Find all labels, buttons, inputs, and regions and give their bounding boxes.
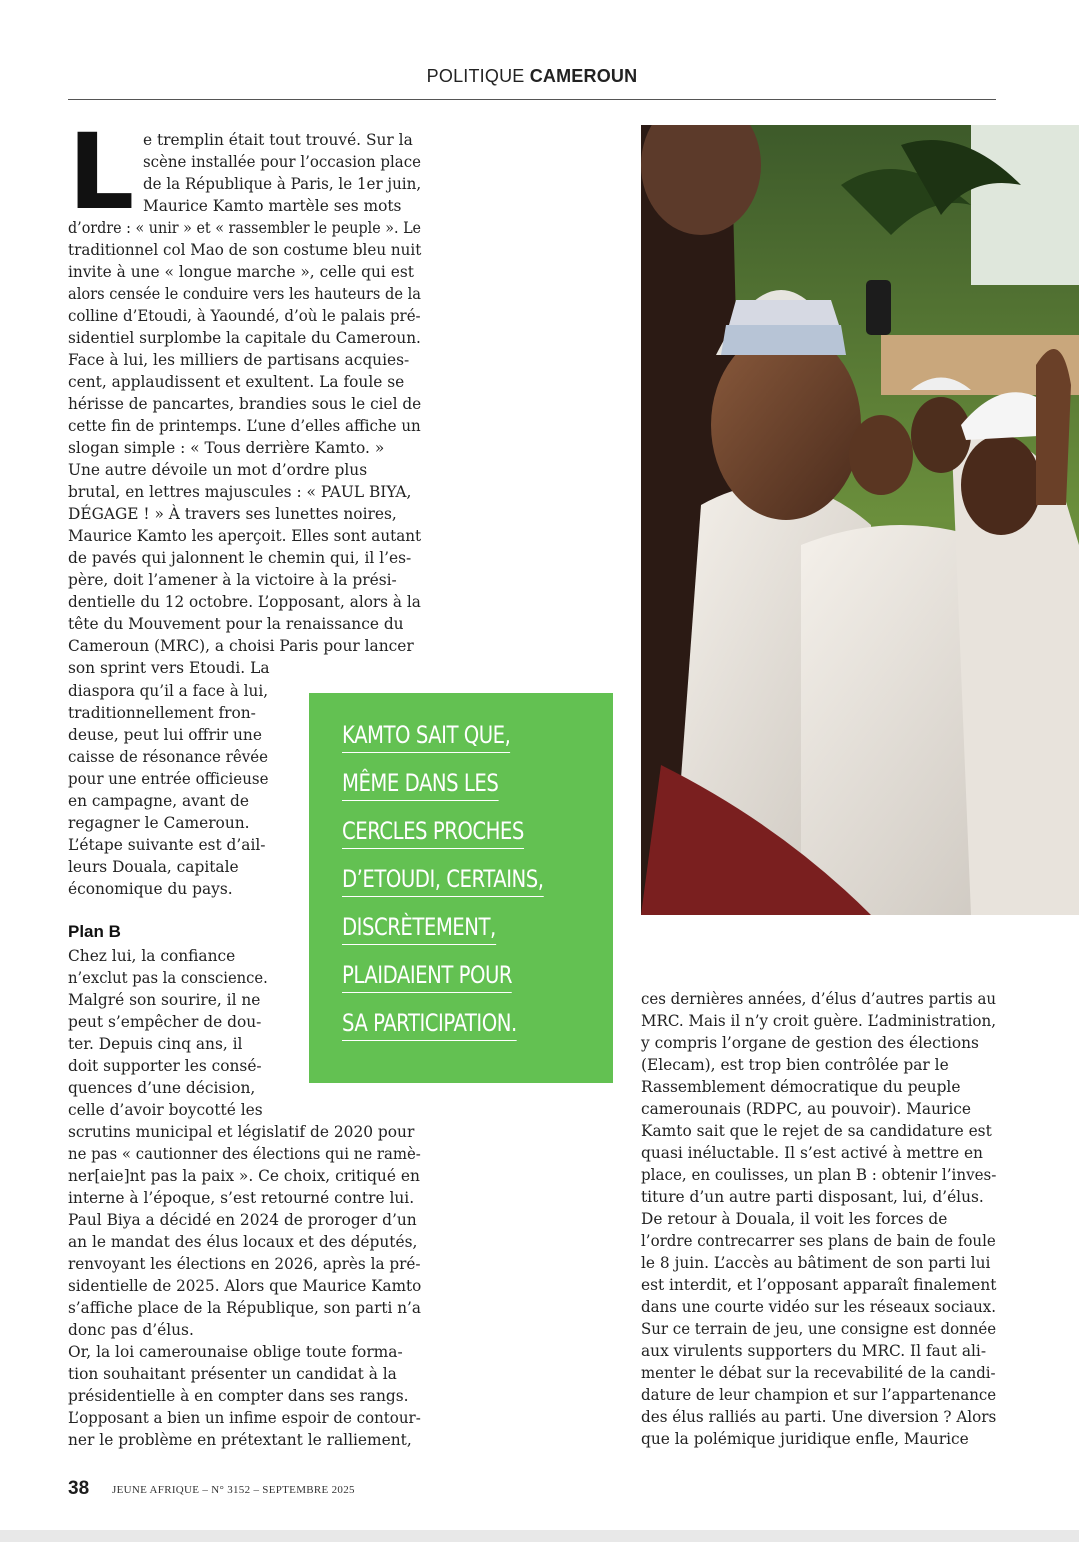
- text-line: le 8 juin. L’accès au bâtiment de son parti lui: [641, 1254, 991, 1272]
- news-photo: [641, 125, 1079, 915]
- text-line: scrutins municipal et législatif de 2020 pour: [68, 1123, 415, 1141]
- text-line: an le mandat des élus locaux et des députés,: [68, 1233, 418, 1251]
- text-line: aux virulents supporters du MRC. Il faut ali-: [641, 1342, 987, 1360]
- text-line: ter. Depuis cinq ans, il: [68, 1035, 243, 1053]
- text-line: Maurice Kamto les aperçoit. Elles sont autant: [68, 527, 422, 545]
- bottom-bar: [0, 1530, 1079, 1542]
- text-line: de pavés qui jalonnent le chemin qui, il l’es-: [68, 549, 412, 567]
- text-line: camerounais (RDPC, au pouvoir). Maurice: [641, 1100, 972, 1118]
- text-line: père, doit l’amener à la victoire à la prési-: [68, 571, 397, 589]
- drop-cap: L: [68, 111, 135, 233]
- pull-quote-line: PLAIDAIENT POUR: [342, 961, 512, 993]
- text-line: l’ordre contrecarrer ses plans de bain de foule: [641, 1232, 996, 1250]
- text-line: Une autre dévoile un mot d’ordre plus: [68, 461, 368, 479]
- text-line: e tremplin était tout trouvé. Sur la: [143, 131, 413, 149]
- pull-quote-line: DISCRÈTEMENT,: [342, 913, 496, 945]
- text-line: doit supporter les consé-: [68, 1057, 262, 1075]
- text-line: sidentiel surplombe la capitale du Cameroun.: [68, 329, 421, 347]
- text-line: caisse de résonance rêvée: [68, 748, 268, 766]
- text-line: (Elecam), est trop bien contrôlée par le: [641, 1056, 949, 1074]
- text-line: présidentielle à en compter dans ses rangs.: [68, 1387, 409, 1405]
- text-line: leurs Douala, capitale: [68, 858, 239, 876]
- text-line: celle d’avoir boycotté les: [68, 1101, 263, 1119]
- text-line: dentielle du 12 octobre. L’opposant, alors à la: [68, 593, 421, 611]
- header-section: POLITIQUE: [426, 66, 525, 86]
- text-line: diaspora qu’il a face à lui,: [68, 682, 269, 700]
- text-line: donc pas d’élus.: [68, 1321, 194, 1339]
- text-line: Paul Biya a décidé en 2024 de proroger d’un: [68, 1211, 417, 1229]
- text-line: titure d’un autre parti disposant, lui, d’élus.: [641, 1188, 984, 1206]
- text-line: MRC. Mais il n’y croit guère. L’administration,: [641, 1012, 997, 1030]
- pull-quote-line: MÊME DANS LES: [342, 769, 498, 801]
- text-line: dature de leur champion et sur l’appartenance: [641, 1386, 997, 1404]
- text-line: quasi inéluctable. Il s’est activé à mettre en: [641, 1144, 983, 1162]
- column-1-top-text: [68, 111, 422, 679]
- text-line: traditionnellement fron-: [68, 704, 256, 722]
- text-line: cent, applaudissent et exultent. La foule se: [68, 373, 405, 391]
- text-line: de la République à Paris, le 1er juin,: [143, 175, 422, 193]
- text-line: tête du Mouvement pour la renaissance du: [68, 615, 404, 633]
- text-line: en campagne, avant de: [68, 792, 249, 810]
- column-1-bottom-text: [68, 1121, 421, 1451]
- text-line: deuse, peut lui offrir une: [68, 726, 262, 744]
- text-line: Or, la loi camerounaise oblige toute forma-: [68, 1343, 403, 1361]
- text-line: sidentielle de 2025. Alors que Maurice Kamto: [68, 1277, 422, 1295]
- text-line: colline d’Etoudi, à Yaoundé, d’où le palais pré-: [68, 307, 421, 325]
- text-line: renvoyant les élections en 2026, après la pré-: [68, 1255, 421, 1273]
- text-line: ner le problème en prétextant le ralliement,: [68, 1431, 412, 1449]
- text-line: regagner le Cameroun.: [68, 814, 250, 832]
- text-line: ces dernières années, d’élus d’autres partis au: [641, 990, 997, 1008]
- publication-info: JEUNE AFRIQUE – N° 3152 – SEPTEMBRE 2025: [112, 1484, 355, 1496]
- text-line: DÉGAGE ! » À travers ses lunettes noires,: [68, 505, 397, 523]
- text-line: L’étape suivante est d’ail-: [68, 836, 266, 854]
- text-line: Kamto sait que le rejet de sa candidature est: [641, 1122, 992, 1140]
- text-line: économique du pays.: [68, 880, 233, 898]
- column-2-text: [641, 988, 996, 1450]
- text-line: que la polémique juridique enfle, Maurice: [641, 1430, 969, 1448]
- text-line: alors censée le conduire vers les hauteurs de la: [68, 285, 421, 303]
- pull-quote-line: D’ETOUDI, CERTAINS,: [342, 865, 544, 897]
- text-line: dans une courte vidéo sur les réseaux sociaux.: [641, 1298, 997, 1316]
- text-line: Maurice Kamto martèle ses mots: [143, 197, 402, 215]
- text-line: invite à une « longue marche », celle qui est: [68, 263, 414, 281]
- pull-quote-line: SA PARTICIPATION.: [342, 1009, 517, 1041]
- text-line: son sprint vers Etoudi. La: [68, 659, 270, 677]
- running-header: [68, 66, 996, 100]
- pull-quote-line: KAMTO SAIT QUE,: [342, 721, 510, 753]
- text-line: Face à lui, les milliers de partisans acquies-: [68, 351, 410, 369]
- text-line: interne à l’époque, s’est retourné contre lui.: [68, 1189, 415, 1207]
- text-line: ner[aie]nt pas la paix ». Ce choix, critiqué en: [68, 1167, 420, 1185]
- text-line: y compris l’organe de gestion des élections: [641, 1034, 979, 1052]
- page-number: 38: [68, 1478, 90, 1499]
- text-line: slogan simple : « Tous derrière Kamto. »: [68, 439, 385, 457]
- header-rule: [68, 99, 996, 100]
- text-line: brutal, en lettres majuscules : « PAUL BIYA,: [68, 483, 412, 501]
- text-line: De retour à Douala, il voit les forces de: [641, 1210, 948, 1228]
- text-line: des élus ralliés au parti. Une diversion ? Alors: [641, 1408, 997, 1426]
- column-1-narrow-text-a: [68, 680, 268, 900]
- pull-quote-line: CERCLES PROCHES: [342, 817, 524, 849]
- text-line: n’exclut pas la conscience.: [68, 969, 268, 987]
- subhead-plan-b: Plan B: [68, 922, 121, 941]
- text-line: menter le débat sur la recevabilité de la candi-: [641, 1364, 996, 1382]
- text-line: cette fin de printemps. L’une d’elles affiche un: [68, 417, 421, 435]
- text-line: quences d’une décision,: [68, 1079, 256, 1097]
- header-country: CAMEROUN: [529, 66, 638, 86]
- text-line: tion souhaitant présenter un candidat à la: [68, 1365, 397, 1383]
- text-line: d’ordre : « unir » et « rassembler le peuple ». Le: [68, 219, 422, 237]
- text-line: Sur ce terrain de jeu, une consigne est donnée: [641, 1320, 997, 1338]
- text-line: L’opposant a bien un infime espoir de contour-: [68, 1409, 421, 1427]
- text-line: peut s’empêcher de dou-: [68, 1013, 262, 1031]
- text-line: Chez lui, la confiance: [68, 947, 236, 965]
- text-line: pour une entrée officieuse: [68, 770, 269, 788]
- text-line: est interdit, et l’opposant apparaît finalement: [641, 1276, 997, 1294]
- text-line: place, en coulisses, un plan B : obtenir l’inves-: [641, 1166, 997, 1184]
- pull-quote-box: [309, 693, 613, 1083]
- text-line: ne pas « cautionner des élections qui ne ramè-: [68, 1145, 421, 1163]
- text-line: scène installée pour l’occasion place: [143, 153, 421, 171]
- text-line: Malgré son sourire, il ne: [68, 991, 261, 1009]
- text-line: hérisse de pancartes, brandies sous le ciel de: [68, 395, 422, 413]
- text-line: Cameroun (MRC), a choisi Paris pour lancer: [68, 637, 414, 655]
- text-line: traditionnel col Mao de son costume bleu nuit: [68, 241, 422, 259]
- column-1-narrow-text-b: [68, 945, 268, 1121]
- text-line: s’affiche place de la République, son parti n’a: [68, 1299, 421, 1317]
- text-line: Rassemblement démocratique du peuple: [641, 1078, 961, 1096]
